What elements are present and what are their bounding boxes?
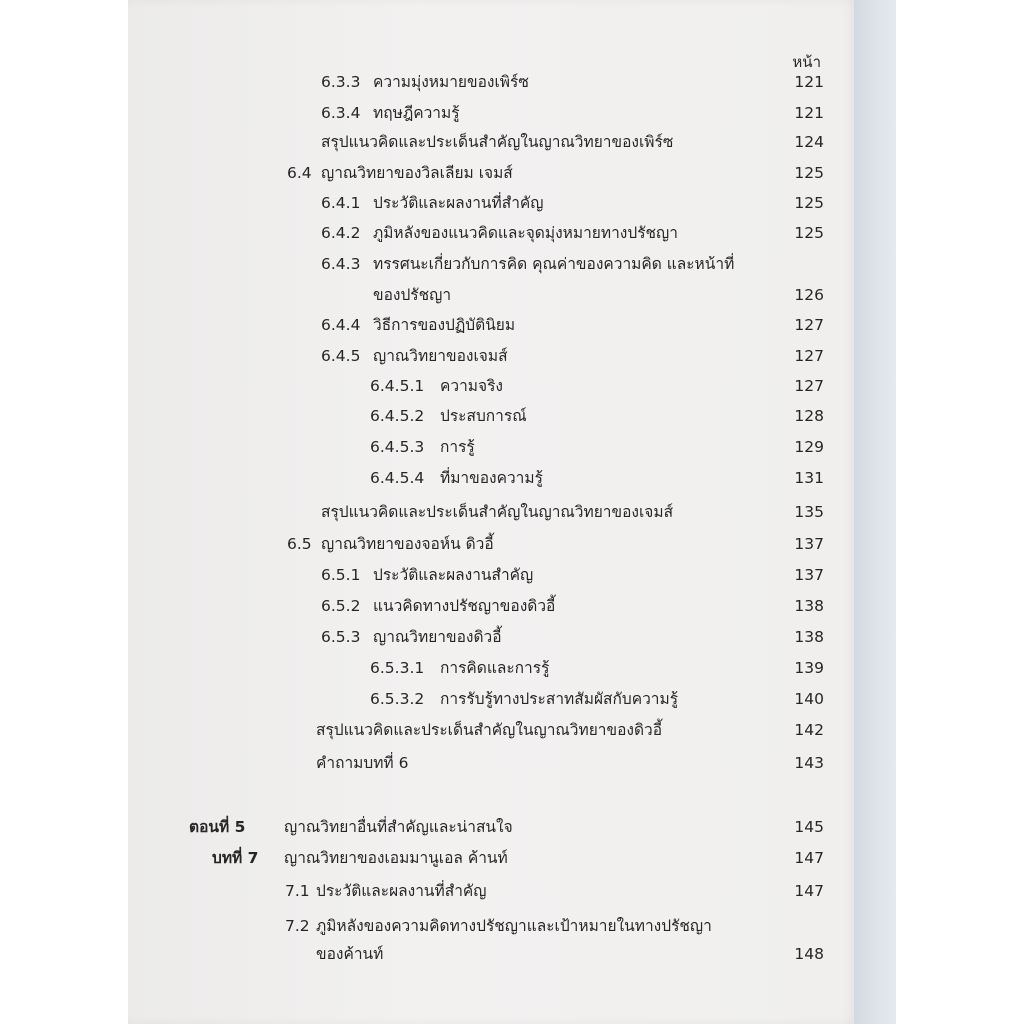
toc-entry (0, 748, 1024, 778)
toc-entry-title: ภูมิหลังของความคิดทางปรัชญาและเป้าหมายในทางปรัชญา (316, 917, 712, 935)
toc-part-label: ตอนที่ 5 (189, 818, 246, 836)
toc-entry-number: 6.5.3 (321, 628, 361, 646)
toc-entry-number: 6.4.1 (321, 194, 361, 212)
toc-entry (0, 684, 1024, 714)
toc-part-heading (0, 812, 1024, 842)
toc-entry (0, 310, 1024, 340)
toc-entry-number: 6.4.5.1 (370, 377, 425, 395)
toc-entry-page: 138 (794, 628, 824, 646)
toc-entry-number: 6.5.3.1 (370, 659, 425, 677)
toc-entry (0, 497, 1024, 527)
toc-entry (0, 127, 1024, 157)
toc-entry-page: 127 (794, 316, 824, 334)
toc-entry-title: สรุปแนวคิดและประเด็นสำคัญในญาณวิทยาของเพิร์ซ (321, 133, 674, 151)
toc-entry-title: ความจริง (440, 377, 503, 395)
toc-entry-number: 6.4.5.3 (370, 438, 425, 456)
toc-entry-title: การรู้ (440, 438, 475, 456)
page-column-header: หน้า (792, 53, 821, 71)
toc-entry-page: 139 (794, 659, 824, 677)
toc-entry-page: 140 (794, 690, 824, 708)
toc-entry-title: ความมุ่งหมายของเพิร์ซ (373, 73, 529, 91)
toc-entry-page: 131 (794, 469, 824, 487)
toc-entry-page: 143 (794, 754, 824, 772)
toc-entry (0, 371, 1024, 401)
toc-entry-title: คำถามบทที่ 6 (316, 754, 409, 772)
toc-entry-number: 6.5.3.2 (370, 690, 425, 708)
toc-entry (0, 432, 1024, 462)
toc-entry-number: 6.4.5.2 (370, 407, 425, 425)
toc-entry-title: ญาณวิทยาของวิลเลียม เจมส์ (321, 164, 513, 182)
toc-entry-page: 129 (794, 438, 824, 456)
toc-entry-title: การรับรู้ทางประสาทสัมผัสกับความรู้ (440, 690, 679, 708)
toc-entry-number: 6.4.4 (321, 316, 361, 334)
toc-entry-number: 6.5.1 (321, 566, 361, 584)
toc-entry (0, 341, 1024, 371)
toc-entry-page: 128 (794, 407, 824, 425)
toc-entry-page: 138 (794, 597, 824, 615)
toc-entry-number: 6.4 (287, 164, 312, 182)
toc-entry (0, 188, 1024, 218)
toc-entry-title: ที่มาของความรู้ (440, 469, 543, 487)
toc-entry-page: 127 (794, 347, 824, 365)
toc-entry-number: 6.3.3 (321, 73, 361, 91)
toc-entry-page: 137 (794, 566, 824, 584)
toc-entry-title: ประวัติและผลงานสำคัญ (373, 566, 534, 584)
toc-entry (0, 158, 1024, 188)
toc-entry-page: 147 (794, 849, 824, 867)
toc-entry-title: ญาณวิทยาของเจมส์ (373, 347, 508, 365)
toc-entry-page: 148 (794, 945, 824, 963)
toc-entry-page: 142 (794, 721, 824, 739)
toc-entry-title: ญาณวิทยาของเอมมานูเอล ค้านท์ (284, 849, 508, 867)
toc-entry-page: 126 (794, 286, 824, 304)
toc-entry-title: ประวัติและผลงานที่สำคัญ (316, 882, 487, 900)
toc-entry-title: ของค้านท์ (316, 945, 384, 963)
toc-entry-title: ญาณวิทยาของจอห์น ดิวอี้ (321, 535, 494, 553)
toc-entry-page: 135 (794, 503, 824, 521)
toc-entry-title: ประสบการณ์ (440, 407, 527, 425)
toc-entry-number: 7.1 (285, 882, 310, 900)
toc-entry-title: ทฤษฎีความรู้ (373, 104, 460, 122)
toc-entry-page: 121 (794, 104, 824, 122)
toc-entry-number: 6.4.3 (321, 255, 361, 273)
toc-entry-page: 124 (794, 133, 824, 151)
toc-entry (0, 715, 1024, 745)
toc-entry (0, 622, 1024, 652)
toc-chapter-heading (0, 843, 1024, 873)
toc-entry (0, 401, 1024, 431)
toc-entry-page: 145 (794, 818, 824, 836)
toc-entry (0, 67, 1024, 97)
toc-entry-title: ประวัติและผลงานที่สำคัญ (373, 194, 544, 212)
toc-entry (0, 911, 1024, 941)
toc-entry-number: 6.5.2 (321, 597, 361, 615)
toc-entry (0, 218, 1024, 248)
toc-entry-title: แนวคิดทางปรัชญาของดิวอี้ (373, 597, 556, 615)
toc-entry-title: ภูมิหลังของแนวคิดและจุดมุ่งหมายทางปรัชญา (373, 224, 678, 242)
toc-entry-page: 125 (794, 224, 824, 242)
toc-entry-number: 6.4.5.4 (370, 469, 425, 487)
toc-entry (0, 98, 1024, 128)
toc-entry (0, 560, 1024, 590)
toc-entry-title: สรุปแนวคิดและประเด็นสำคัญในญาณวิทยาของเจมส์ (321, 503, 674, 521)
toc-entry-title: การคิดและการรู้ (440, 659, 550, 677)
toc-entry-title: วิธีการของปฏิบัตินิยม (373, 316, 516, 334)
toc-entry-continuation (0, 280, 1024, 310)
toc-entry-number: 6.3.4 (321, 104, 361, 122)
toc-entry-number: 6.4.5 (321, 347, 361, 365)
toc-entry-page: 147 (794, 882, 824, 900)
toc-entry-page: 121 (794, 73, 824, 91)
toc-entry (0, 876, 1024, 906)
toc-entry-number: 6.4.2 (321, 224, 361, 242)
toc-entry-page: 127 (794, 377, 824, 395)
toc-entry-page: 125 (794, 164, 824, 182)
toc-entry-page: 137 (794, 535, 824, 553)
toc-entry-page: 125 (794, 194, 824, 212)
toc-entry-title: ของปรัชญา (373, 286, 452, 304)
toc-entry-title: ญาณวิทยาอื่นที่สำคัญและน่าสนใจ (284, 818, 513, 836)
toc-entry-title: ญาณวิทยาของดิวอี้ (373, 628, 502, 646)
toc-entry (0, 653, 1024, 683)
toc-entry-title: ทรรศนะเกี่ยวกับการคิด คุณค่าของความคิด และหน้าที่ (373, 255, 735, 273)
toc-chapter-label: บทที่ 7 (212, 849, 259, 867)
toc-entry-number: 6.5 (287, 535, 312, 553)
toc-entry-number: 7.2 (285, 917, 310, 935)
toc-entry-continuation (0, 939, 1024, 969)
toc-entry (0, 591, 1024, 621)
toc-entry (0, 529, 1024, 559)
toc-entry-title: สรุปแนวคิดและประเด็นสำคัญในญาณวิทยาของดิวอี้ (316, 721, 663, 739)
toc-entry (0, 249, 1024, 279)
toc-entry (0, 463, 1024, 493)
